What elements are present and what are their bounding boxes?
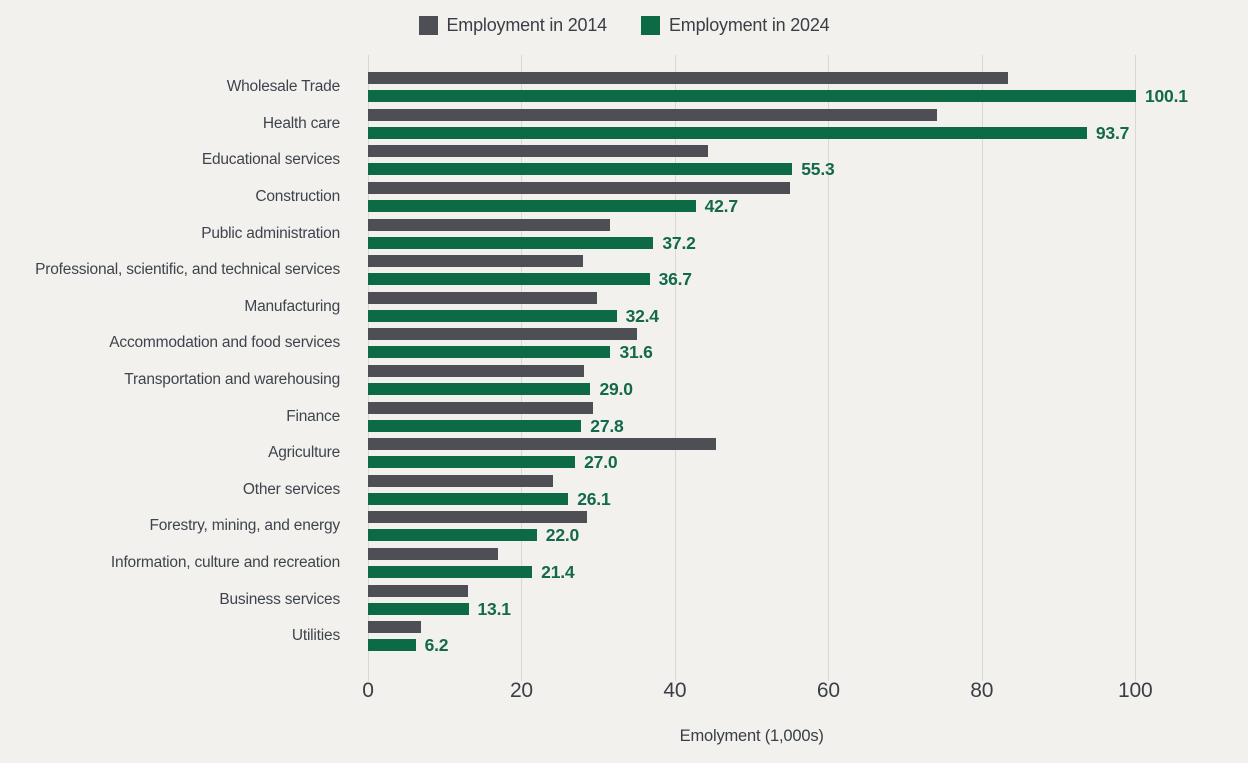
x-tick-label: 60 xyxy=(816,678,840,702)
bar-2024 xyxy=(368,383,590,395)
category-label: Transportation and warehousing xyxy=(124,371,340,389)
bar-row-2014 xyxy=(368,402,1248,414)
x-tick-label: 20 xyxy=(509,678,533,702)
category-group xyxy=(0,508,1248,545)
value-label: 27.8 xyxy=(590,415,624,436)
bar-2014 xyxy=(368,255,583,267)
category-bars xyxy=(368,398,1248,435)
category-bars xyxy=(368,545,1248,582)
category-bars xyxy=(368,179,1248,216)
bar-2014 xyxy=(368,621,421,633)
value-label: 22.0 xyxy=(545,525,580,546)
category-bars xyxy=(368,142,1248,179)
bar-2014 xyxy=(368,109,937,121)
bar-2014 xyxy=(368,438,716,450)
category-bars xyxy=(368,581,1248,618)
bar-row-2014 xyxy=(368,72,1248,84)
category-label: Public administration xyxy=(201,224,340,242)
value-label: 36.7 xyxy=(658,269,692,290)
bar-2014 xyxy=(368,365,584,377)
bar-row-2014 xyxy=(368,621,1248,633)
bar-row-2014 xyxy=(368,585,1248,597)
category-label: Information, culture and recreation xyxy=(110,554,340,572)
value-label: 42.7 xyxy=(704,196,738,217)
category-label: Business services xyxy=(219,590,340,608)
category-bars xyxy=(368,618,1248,655)
x-axis-title-row xyxy=(368,727,1248,749)
bar-2024 xyxy=(368,603,469,615)
bar-2024 xyxy=(368,127,1087,139)
category-label: Educational services xyxy=(201,151,340,169)
category-label: Accommodation and food services xyxy=(109,334,340,352)
category-bars xyxy=(368,215,1248,252)
legend-label: Employment in 2014 xyxy=(446,14,607,35)
category-label: Wholesale Trade xyxy=(226,78,340,96)
value-label: 37.2 xyxy=(662,232,696,253)
category-bars xyxy=(368,252,1248,289)
category-bars xyxy=(368,472,1248,509)
value-label: 26.1 xyxy=(577,488,611,509)
bar-2014 xyxy=(368,402,593,414)
bar-2014 xyxy=(368,328,637,340)
bar-row-2024 xyxy=(368,562,1248,583)
category-bars xyxy=(368,508,1248,545)
category-bars xyxy=(368,325,1248,362)
bar-2024 xyxy=(368,273,650,285)
bar-2024 xyxy=(368,566,532,578)
legend-swatch xyxy=(641,16,660,35)
value-label: 6.2 xyxy=(424,635,449,656)
bar-row-2024 xyxy=(368,598,1248,619)
bar-2024 xyxy=(368,163,792,175)
category-group xyxy=(0,69,1248,106)
bar-row-2024 xyxy=(368,525,1248,546)
bar-row-2024 xyxy=(368,86,1248,107)
bar-row-2014 xyxy=(368,182,1248,194)
bar-row-2024 xyxy=(368,635,1248,656)
category-group xyxy=(0,545,1248,582)
value-label: 100.1 xyxy=(1144,86,1188,107)
bar-row-2024 xyxy=(368,232,1248,253)
x-tick-label: 40 xyxy=(663,678,687,702)
value-label: 55.3 xyxy=(801,159,835,180)
bar-2024 xyxy=(368,200,696,212)
legend-item xyxy=(641,15,830,36)
bar-2014 xyxy=(368,475,553,487)
bar-row-2024 xyxy=(368,269,1248,290)
bar-row-2014 xyxy=(368,438,1248,450)
category-label: Finance xyxy=(286,407,340,425)
bar-row-2024 xyxy=(368,159,1248,180)
bar-2024 xyxy=(368,90,1136,102)
legend-item xyxy=(419,15,608,36)
value-label: 21.4 xyxy=(541,562,575,583)
bar-2024 xyxy=(368,346,610,358)
x-axis-title: Emolyment (1,000s) xyxy=(679,726,824,745)
category-group xyxy=(0,215,1248,252)
category-group xyxy=(0,618,1248,655)
bar-row-2024 xyxy=(368,488,1248,509)
category-bars xyxy=(368,106,1248,143)
bar-2014 xyxy=(368,219,610,231)
bar-2024 xyxy=(368,237,653,249)
bar-row-2014 xyxy=(368,548,1248,560)
bar-2024 xyxy=(368,493,568,505)
category-label: Manufacturing xyxy=(244,297,340,315)
bar-2024 xyxy=(368,456,575,468)
category-group xyxy=(0,106,1248,143)
category-label: Other services xyxy=(242,480,340,498)
x-tick-label: 0 xyxy=(362,678,374,702)
bar-row-2014 xyxy=(368,365,1248,377)
category-group xyxy=(0,362,1248,399)
category-group xyxy=(0,252,1248,289)
bar-row-2024 xyxy=(368,305,1248,326)
category-group xyxy=(0,581,1248,618)
bar-row-2014 xyxy=(368,145,1248,157)
bar-2014 xyxy=(368,72,1008,84)
value-label: 29.0 xyxy=(599,379,633,400)
category-bars xyxy=(368,289,1248,326)
bar-row-2024 xyxy=(368,122,1248,143)
x-axis-ticks xyxy=(362,678,1248,705)
bar-row-2014 xyxy=(368,219,1248,231)
bar-row-2014 xyxy=(368,328,1248,340)
value-label: 31.6 xyxy=(619,342,653,363)
bar-2014 xyxy=(368,511,587,523)
value-label: 27.0 xyxy=(584,452,618,473)
category-group xyxy=(0,398,1248,435)
bar-row-2024 xyxy=(368,196,1248,217)
bar-2024 xyxy=(368,529,537,541)
bar-row-2024 xyxy=(368,342,1248,363)
value-label: 13.1 xyxy=(477,598,511,619)
bar-2024 xyxy=(368,420,581,432)
category-group xyxy=(0,472,1248,509)
bar-2014 xyxy=(368,292,597,304)
bar-2014 xyxy=(368,182,790,194)
bar-groups xyxy=(0,69,1248,655)
chart-legend xyxy=(0,0,1248,37)
category-group xyxy=(0,179,1248,216)
value-label: 32.4 xyxy=(625,305,659,326)
x-tick-label: 100 xyxy=(1117,678,1153,702)
category-group xyxy=(0,435,1248,472)
category-label: Construction xyxy=(255,188,340,206)
x-tick-label: 80 xyxy=(970,678,994,702)
bar-row-2024 xyxy=(368,379,1248,400)
bar-row-2024 xyxy=(368,452,1248,473)
value-label: 93.7 xyxy=(1095,122,1130,143)
bar-2014 xyxy=(368,548,498,560)
bar-2014 xyxy=(368,585,468,597)
category-label: Professional, scientific, and technical services xyxy=(35,261,340,279)
bar-row-2014 xyxy=(368,292,1248,304)
plot-area xyxy=(0,69,1248,655)
bar-row-2014 xyxy=(368,109,1248,121)
bar-row-2014 xyxy=(368,511,1248,523)
category-label: Agriculture xyxy=(268,444,340,462)
bar-row-2014 xyxy=(368,255,1248,267)
category-group xyxy=(0,325,1248,362)
category-group xyxy=(0,289,1248,326)
category-group xyxy=(0,142,1248,179)
category-bars xyxy=(368,435,1248,472)
bar-2014 xyxy=(368,145,708,157)
legend-swatch xyxy=(419,16,438,35)
bar-row-2024 xyxy=(368,415,1248,436)
category-bars xyxy=(368,69,1248,106)
legend-label: Employment in 2024 xyxy=(669,14,830,35)
category-label: Utilities xyxy=(291,627,340,645)
bar-2024 xyxy=(368,639,416,651)
category-bars xyxy=(368,362,1248,399)
category-label: Forestry, mining, and energy xyxy=(149,517,340,535)
bar-row-2014 xyxy=(368,475,1248,487)
bar-2024 xyxy=(368,310,617,322)
category-label: Health care xyxy=(262,114,340,132)
